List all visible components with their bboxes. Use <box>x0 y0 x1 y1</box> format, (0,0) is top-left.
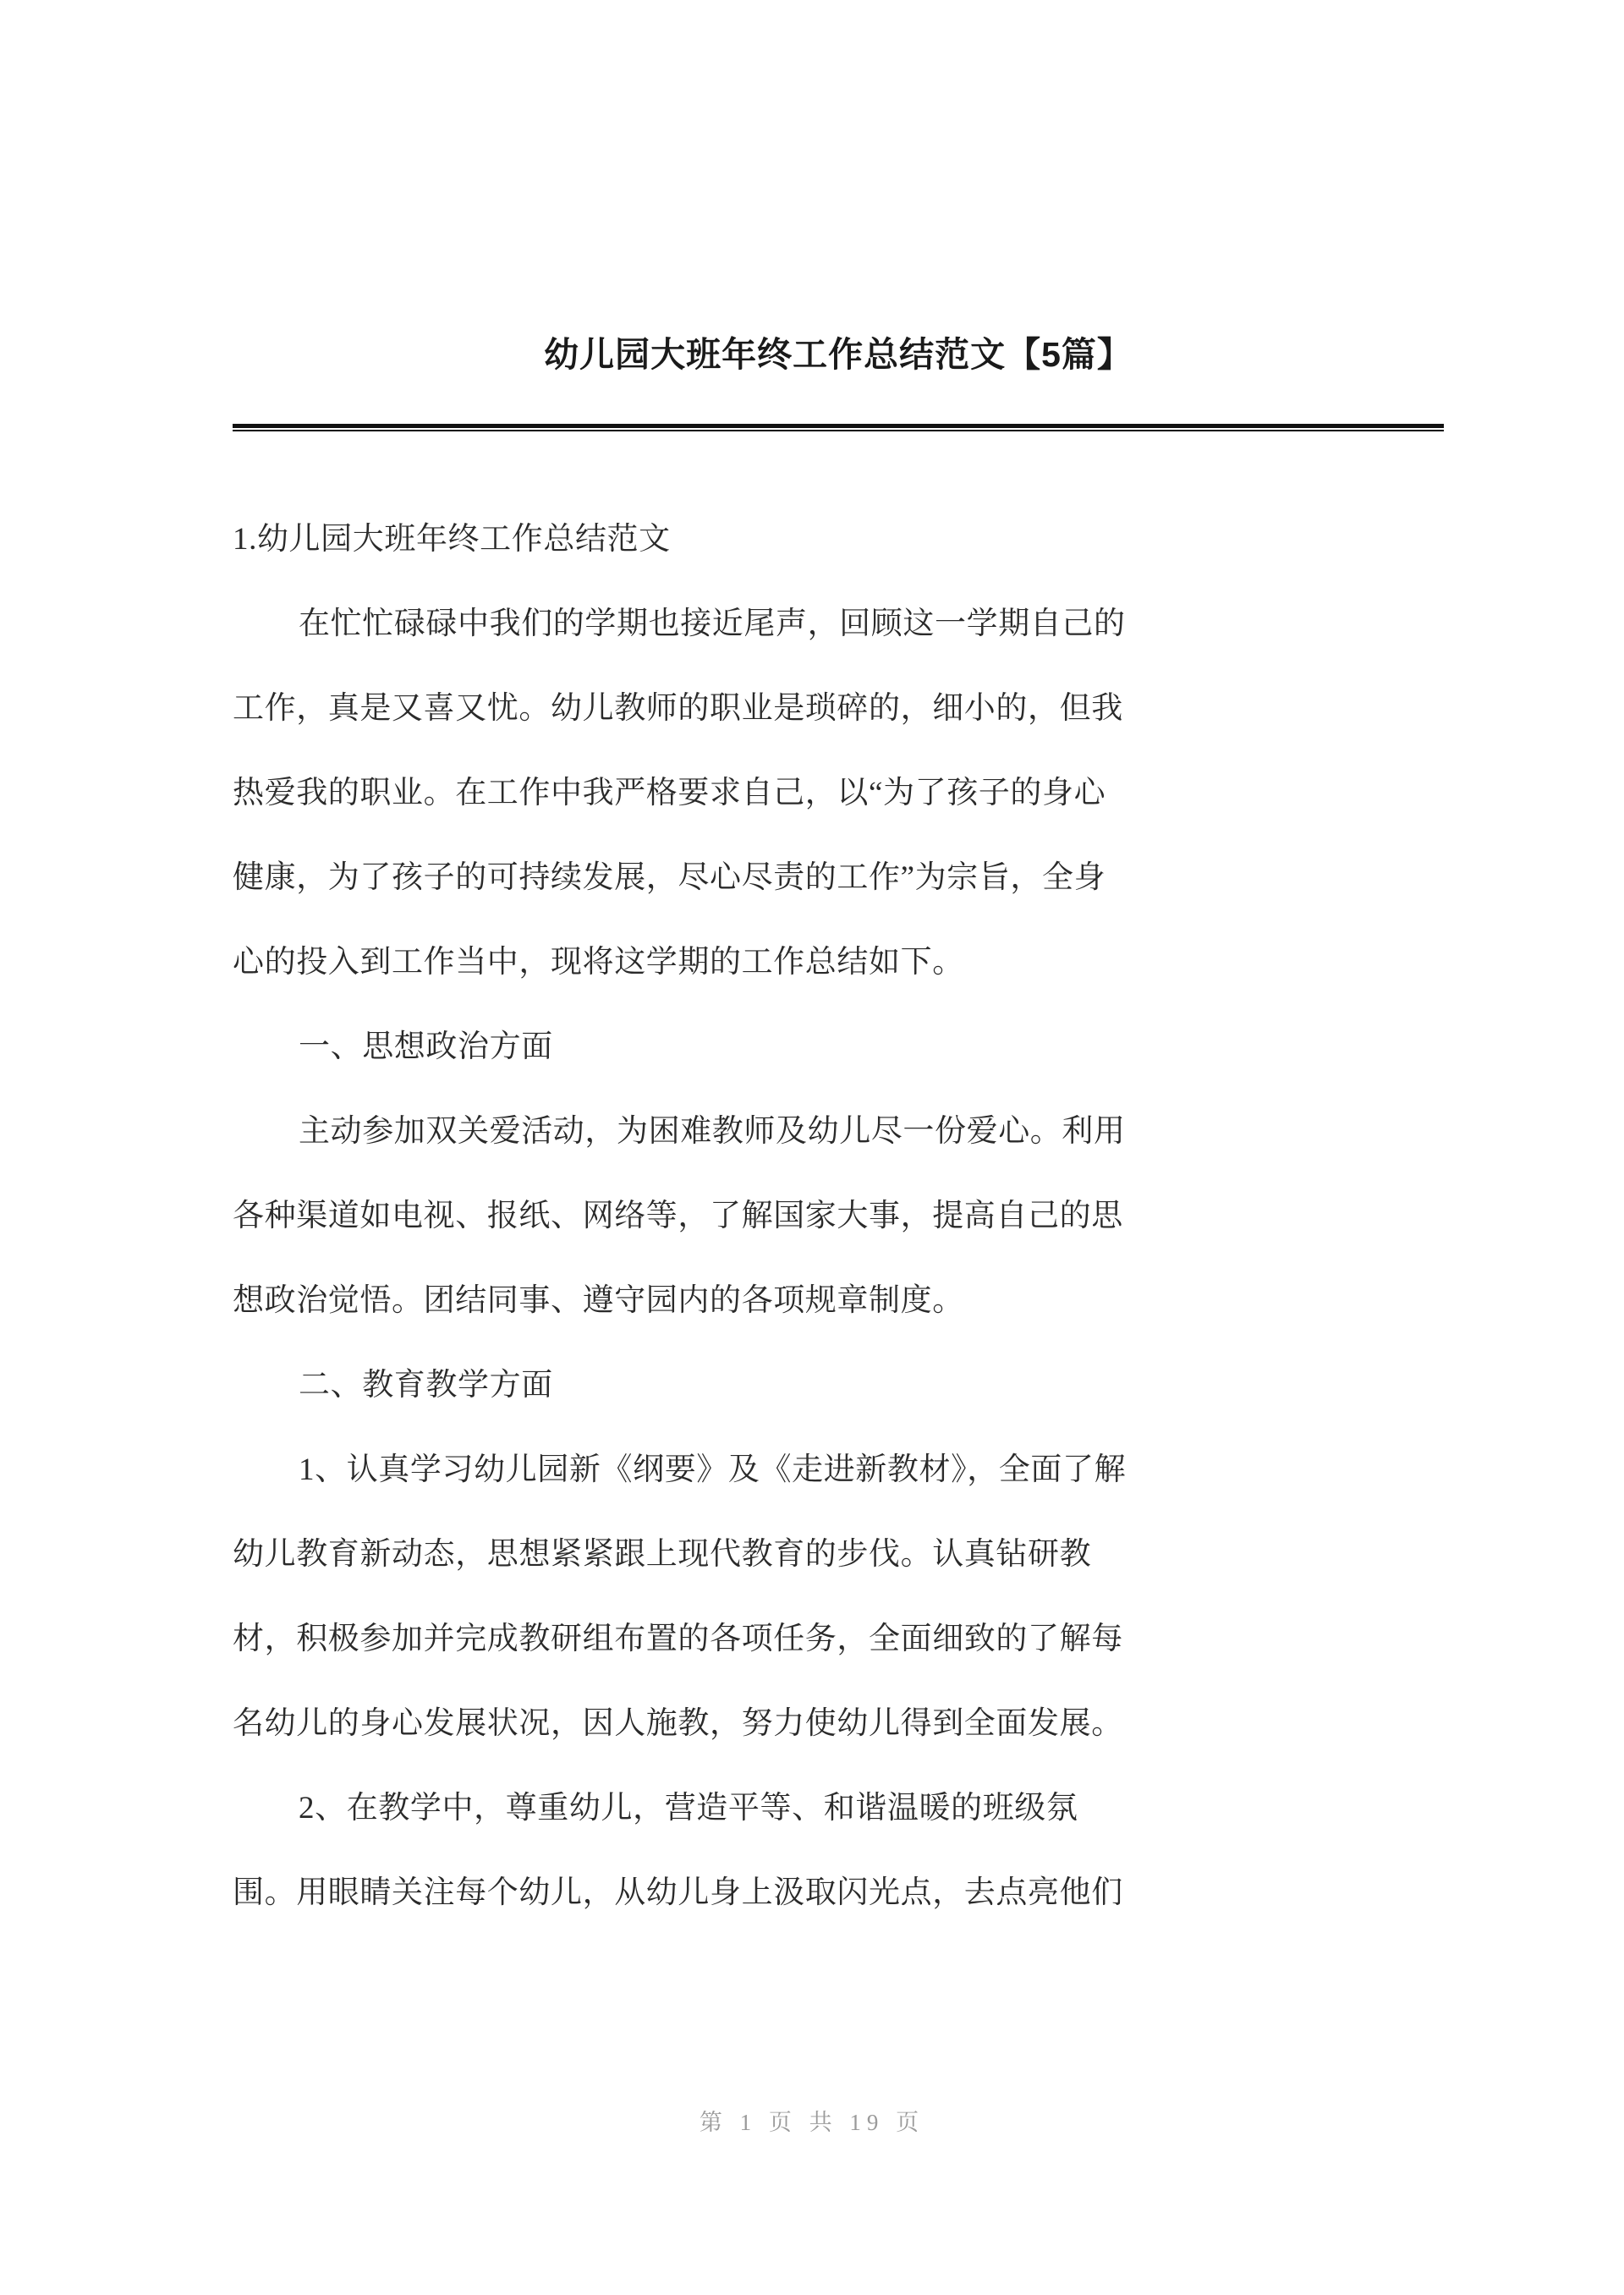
title-divider <box>233 424 1444 431</box>
paragraph-line: 主动参加双关爱活动，为困难教师及幼儿尽一份爱心。利用 <box>299 1114 1126 1150</box>
paragraph-line: 各种渠道如电视、报纸、网络等，了解国家大事，提高自己的思 <box>233 1199 1123 1234</box>
article-heading: 1.幼儿园大班年终工作总结范文 <box>233 522 671 557</box>
paragraph-line: 名幼儿的身心发展状况，因人施教，努力使幼儿得到全面发展。 <box>233 1706 1123 1742</box>
paragraph-line: 幼儿教育新动态，思想紧紧跟上现代教育的步伐。认真钻研教 <box>233 1537 1092 1573</box>
document-content <box>233 497 1444 1935</box>
paragraph-line: 在忙忙碌碌中我们的学期也接近尾声，回顾这一学期自己的 <box>299 607 1126 642</box>
paragraph-line: 材，积极参加并完成教研组布置的各项任务，全面细致的了解每 <box>233 1622 1123 1657</box>
paragraph-line: 想政治觉悟。团结同事、遵守园内的各项规章制度。 <box>233 1283 964 1319</box>
page-footer: 第 1 页 共 19 页 <box>699 2110 925 2135</box>
page-title: 幼儿园大班年终工作总结范文【5篇】 <box>544 335 1133 374</box>
section-heading: 二、教育教学方面 <box>299 1368 553 1403</box>
document-body <box>233 0 1444 1935</box>
paragraph-line: 健康，为了孩子的可持续发展，尽心尽责的工作”为宗旨，全身 <box>233 860 1106 896</box>
paragraph-line: 1、认真学习幼儿园新《纲要》及《走进新教材》，全面了解 <box>299 1452 1127 1488</box>
paragraph-line: 围。用眼睛关注每个幼儿，从幼儿身上汲取闪光点，去点亮他们 <box>233 1875 1123 1911</box>
paragraph-line: 热爱我的职业。在工作中我严格要求自己，以“为了孩子的身心 <box>233 776 1106 811</box>
paragraph-line: 工作，真是又喜又忧。幼儿教师的职业是琐碎的，细小的，但我 <box>233 691 1123 727</box>
paragraph-line: 心的投入到工作当中，现将这学期的工作总结如下。 <box>233 945 964 980</box>
paragraph-line: 2、在教学中，尊重幼儿，营造平等、和谐温暖的班级氛 <box>299 1791 1078 1826</box>
section-heading: 一、思想政治方面 <box>299 1029 553 1065</box>
